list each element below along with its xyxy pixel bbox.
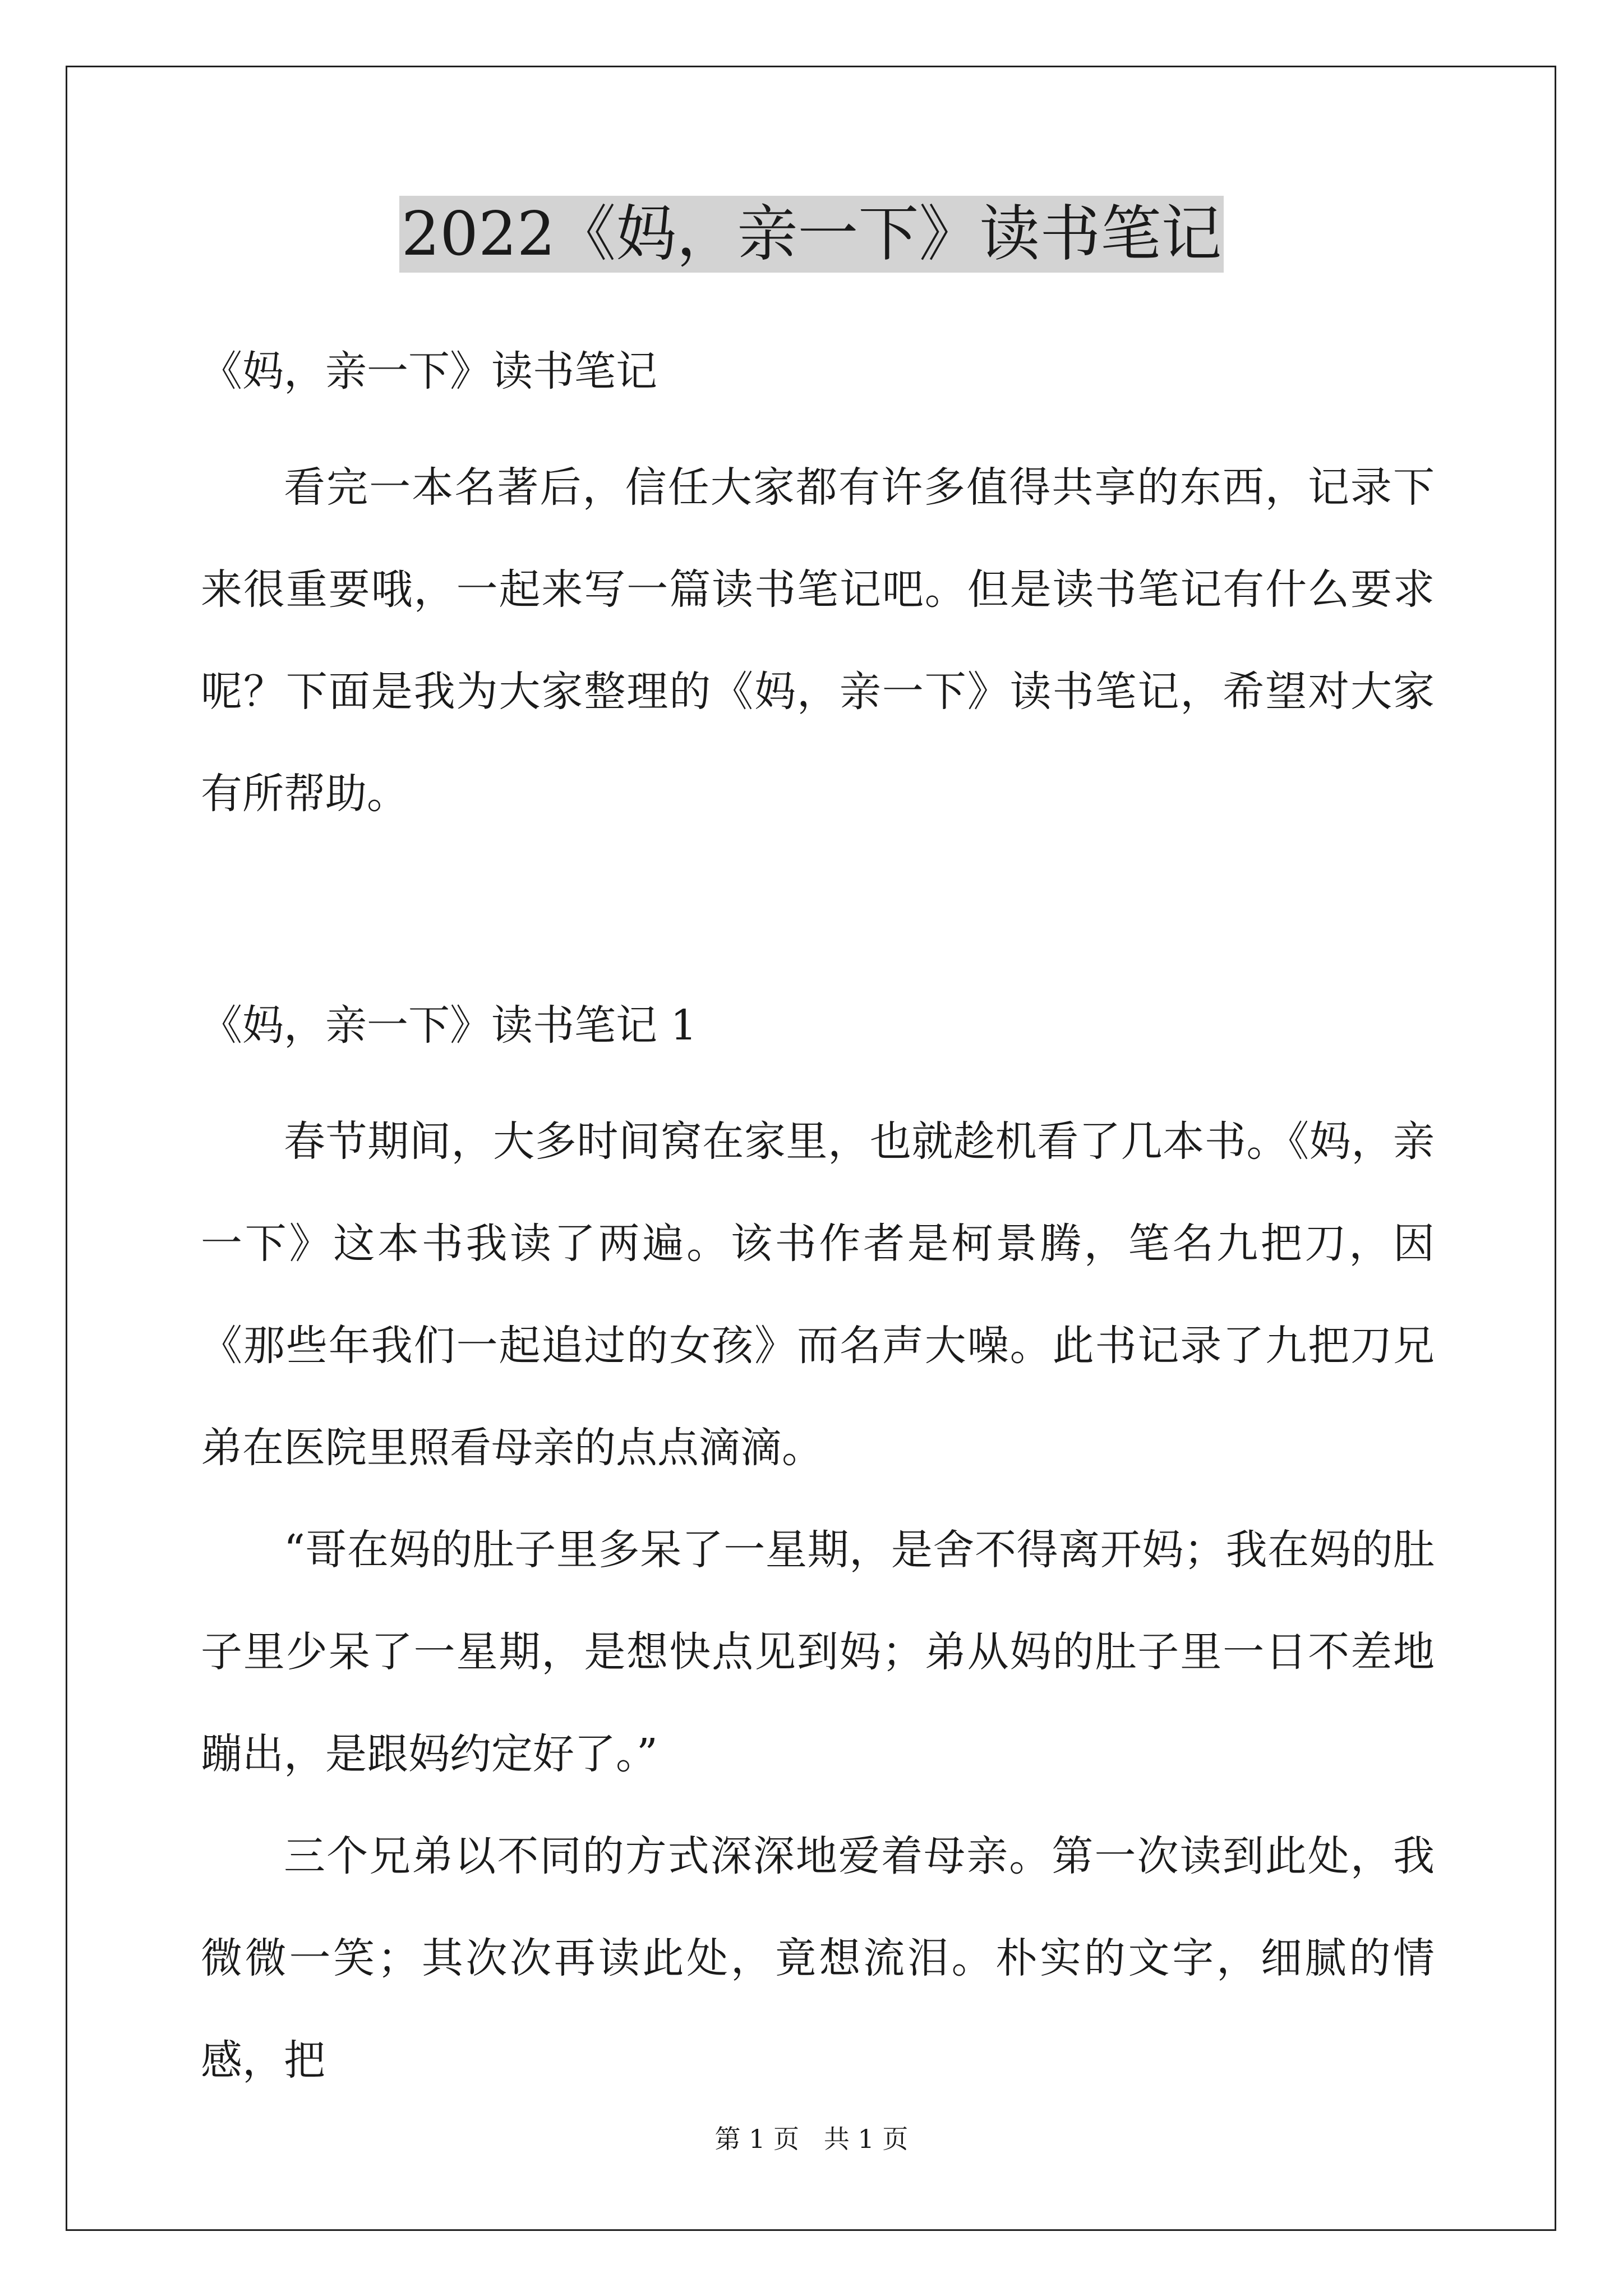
intro-heading: 《妈，亲一下》读书笔记 bbox=[201, 347, 657, 395]
section-1-heading: 《妈，亲一下》读书笔记 1 bbox=[201, 1001, 697, 1050]
document-title-text: 2022《妈，亲一下》读书笔记 bbox=[399, 196, 1224, 273]
document-title bbox=[0, 195, 1623, 274]
intro-paragraph: 看完一本名著后，信任大家都有许多值得共享的东西，记录下来很重要哦，一起来写一篇读书笔记吧。但是读书笔记有什么要求呢？下面是我为大家整理的《妈，亲一下》读书笔记，希望对大家有所帮助。 bbox=[201, 463, 1435, 818]
page-footer: 第 1 页 共 1 页 bbox=[714, 2124, 909, 2154]
section-1-paragraph-2: “哥在妈的肚子里多呆了一星期，是舍不得离开妈；我在妈的肚子里少呆了一星期，是想快点见到妈；弟从妈的肚子里一日不差地蹦出，是跟妈约定好了。” bbox=[201, 1526, 1435, 1778]
section-1-paragraph-1: 春节期间，大多时间窝在家里，也就趁机看了几本书。《妈，亲一下》这本书我读了两遍。该书作者是柯景腾，笔名九把刀，因《那些年我们一起追过的女孩》而名声大噪。此书记录了九把刀兄弟在医院里照看母亲的点点滴滴。 bbox=[201, 1117, 1435, 1472]
section-1-paragraph-3: 三个兄弟以不同的方式深深地爱着母亲。第一次读到此处，我微微一笑；其次次再读此处，竟想流泪。朴实的文字，细腻的情感，把 bbox=[201, 1832, 1435, 2085]
